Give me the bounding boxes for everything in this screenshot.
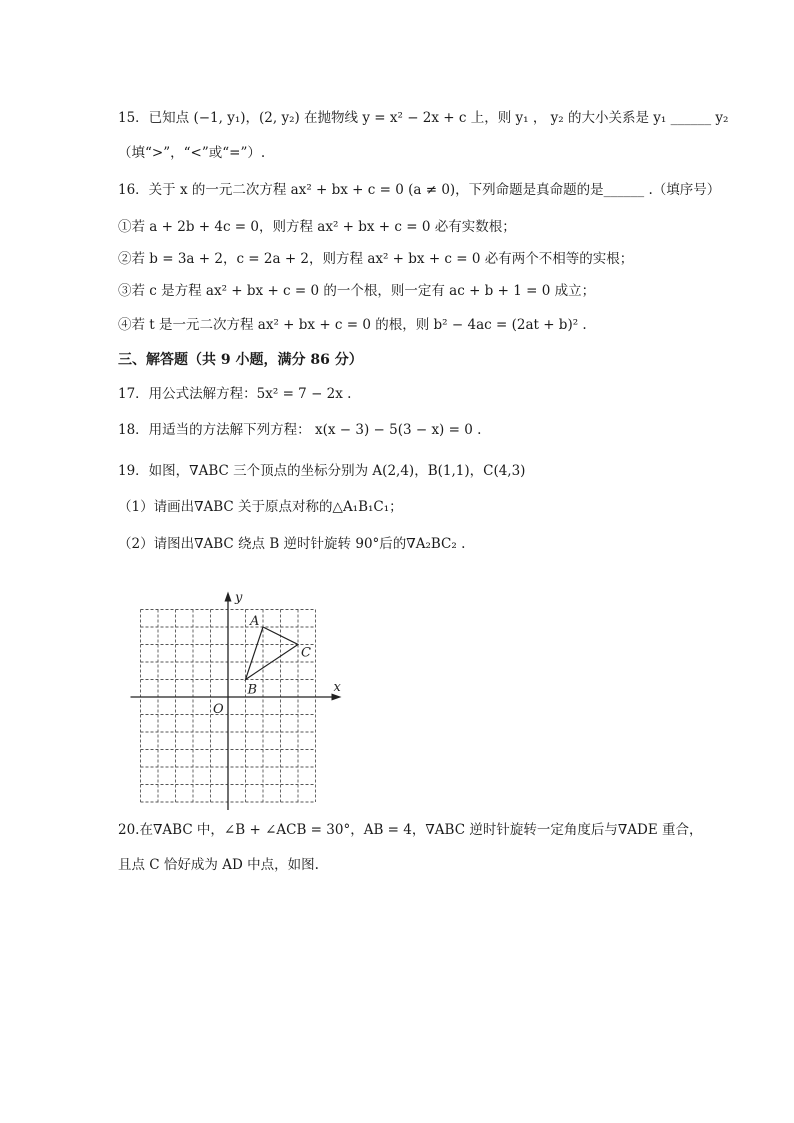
triangle-abc	[246, 627, 299, 680]
q15-line2: （填“>”，“<”或“=”）.	[118, 145, 266, 161]
q19-stem: 19．如图，∇ABC 三个顶点的坐标分别为 A(2,4)，B(1,1)，C(4,3)	[118, 463, 526, 479]
q19-part2: （2）请图出∇ABC 绕点 B 逆时针旋转 90°后的∇A₂BC₂ .	[118, 536, 466, 552]
q16-option-4: ④若 t 是一元二次方程 ax² + bx + c = 0 的根，则 b² − 4ac = (2at + b)² .	[118, 317, 587, 333]
q20-line1: 20.在∇ABC 中，∠B + ∠ACB = 30°，AB = 4，∇ABC 逆时针旋转一定角度后与∇ADE 重合，	[118, 822, 703, 838]
q16-option-1: ①若 a + 2b + 4c = 0，则方程 ax² + bx + c = 0 必有实数根；	[118, 219, 516, 235]
point-label-a: A	[250, 614, 260, 629]
point-label-b: B	[247, 682, 258, 698]
coordinate-grid-figure	[128, 580, 358, 814]
coordinate-grid-svg	[128, 580, 358, 810]
x-axis-label: x	[333, 680, 341, 695]
y-axis-label: y	[235, 590, 243, 606]
q16-option-2: ②若 b = 3a + 2，c = 2a + 2，则方程 ax² + bx + c = 0 必有两个不相等的实根；	[118, 251, 634, 267]
q19-part1: （1）请画出∇ABC 关于原点对称的△A₁B₁C₁；	[118, 499, 403, 515]
origin-label: O	[213, 702, 224, 717]
axes	[131, 592, 342, 811]
q15-line1: 15．已知点 (−1, y₁)，(2, y₂) 在抛物线 y = x² − 2x + c 上，则 y₁ ， y₂ 的大小关系是 y₁ ______ y₂	[118, 110, 729, 126]
q17-text: 17．用公式法解方程：5x² = 7 − 2x .	[118, 386, 352, 402]
q16-stem: 16．关于 x 的一元二次方程 ax² + bx + c = 0 (a ≠ 0)，下列命题是真命题的是______ .（填序号）	[118, 182, 721, 198]
q20-line2: 且点 C 恰好成为 AD 中点，如图.	[118, 857, 319, 873]
y-axis-arrow	[225, 592, 232, 602]
section-3-title: 三、解答题（共 9 小题，满分 86 分）	[118, 352, 363, 368]
q18-text: 18．用适当的方法解下列方程： x(x − 3) − 5(3 − x) = 0 .	[118, 422, 482, 438]
triangle-abc-shape	[246, 627, 299, 680]
q16-option-3: ③若 c 是方程 ax² + bx + c = 0 的一个根，则一定有 ac + b + 1 = 0 成立；	[118, 283, 596, 299]
point-label-c: C	[301, 645, 311, 661]
